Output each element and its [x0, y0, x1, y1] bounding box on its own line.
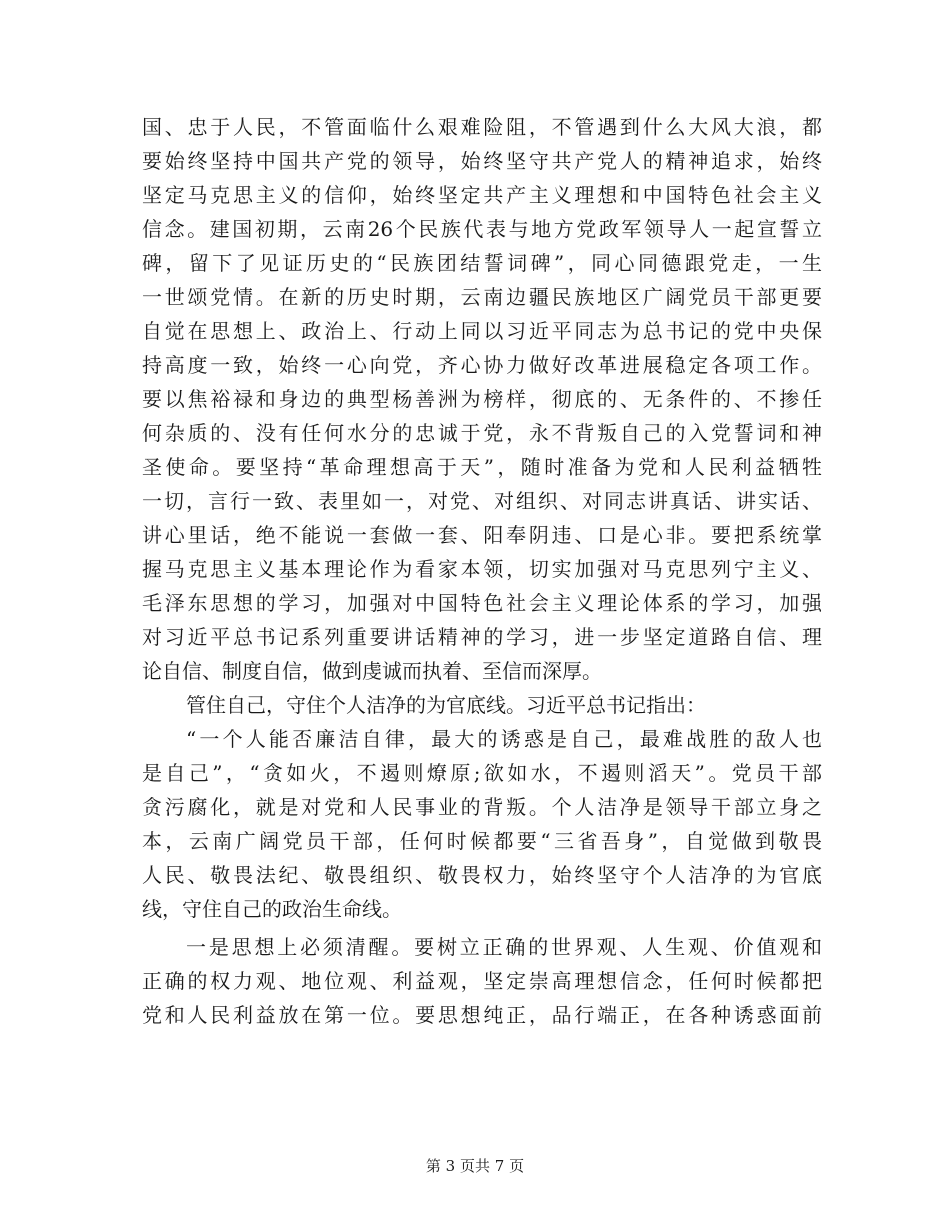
text-line: 人民、敬畏法纪、敬畏组织、敬畏权力，始终坚守个人洁净的为官底	[142, 863, 822, 887]
text-line: 毛泽东思想的学习，加强对中国特色社会主义理论体系的学习，加强	[142, 591, 822, 615]
text-line: 正确的权力观、地位观、利益观，坚定崇高理想信念，任何时候都把	[142, 969, 822, 993]
text-line: 坚定马克思主义的信仰，始终坚定共产主义理想和中国特色社会主义	[142, 183, 822, 207]
body-text	[142, 110, 822, 1032]
text-line: 讲心里话，绝不能说一套做一套、阳奉阴违、口是心非。要把系统掌	[142, 523, 822, 547]
text-line: 是自己”，“贪如火，不遏则燎原;欲如水，不遏则滔天”。党员干部	[142, 761, 822, 785]
text-line: 何杂质的、没有任何水分的忠诚于党，永不背叛自己的入党誓词和神	[142, 421, 822, 445]
text-line: 圣使命。要坚持“革命理想高于天”，随时准备为党和人民利益牺牲	[142, 455, 822, 479]
text-line: 信念。建国初期，云南26个民族代表与地方党政军领导人一起宣誓立	[142, 217, 822, 241]
text-line: 握马克思主义基本理论作为看家本领，切实加强对马克思列宁主义、	[142, 557, 822, 581]
text-line: 自觉在思想上、政治上、行动上同以习近平同志为总书记的党中央保	[142, 319, 822, 343]
text-line: 党和人民利益放在第一位。要思想纯正，品行端正，在各种诱惑面前	[142, 1003, 822, 1027]
text-line: 碑，留下了见证历史的“民族团结誓词碑”，同心同德跟党走，一生	[142, 251, 822, 275]
text-line: 一世颂党情。在新的历史时期，云南边疆民族地区广阔党员干部更要	[142, 285, 822, 309]
section-heading-line: 管住自己，守住个人洁净的为官底线。习近平总书记指出：	[186, 693, 706, 717]
text-line: 对习近平总书记系列重要讲话精神的学习，进一步坚定道路自信、理	[142, 625, 822, 649]
text-line: 线，守住自己的政治生命线。	[142, 897, 402, 921]
text-line: 本，云南广阔党员干部，任何时候都要“三省吾身”，自觉做到敬畏	[142, 829, 822, 853]
text-line: 要始终坚持中国共产党的领导，始终坚守共产党人的精神追求，始终	[142, 149, 822, 173]
text-line: 一切，言行一致、表里如一，对党、对组织、对同志讲真话、讲实话、	[142, 489, 822, 513]
text-line: 要以焦裕禄和身边的典型杨善洲为榜样，彻底的、无条件的、不掺任	[142, 387, 822, 411]
page-number-footer: 第 3 页共 7 页	[425, 1157, 525, 1175]
quote-line: “一个人能否廉洁自律，最大的诱惑是自己，最难战胜的敌人也	[186, 727, 822, 751]
text-line: 持高度一致，始终一心向党，齐心协力做好改革进展稳定各项工作。	[142, 353, 822, 377]
text-line: 国、忠于人民，不管面临什么艰难险阻，不管遇到什么大风大浪，都	[142, 115, 822, 139]
paragraph-start-line: 一是思想上必须清醒。要树立正确的世界观、人生观、价值观和	[186, 935, 822, 959]
text-line: 贪污腐化，就是对党和人民事业的背叛。个人洁净是领导干部立身之	[142, 795, 822, 819]
text-line: 论自信、制度自信，做到虔诚而执着、至信而深厚。	[142, 659, 602, 683]
